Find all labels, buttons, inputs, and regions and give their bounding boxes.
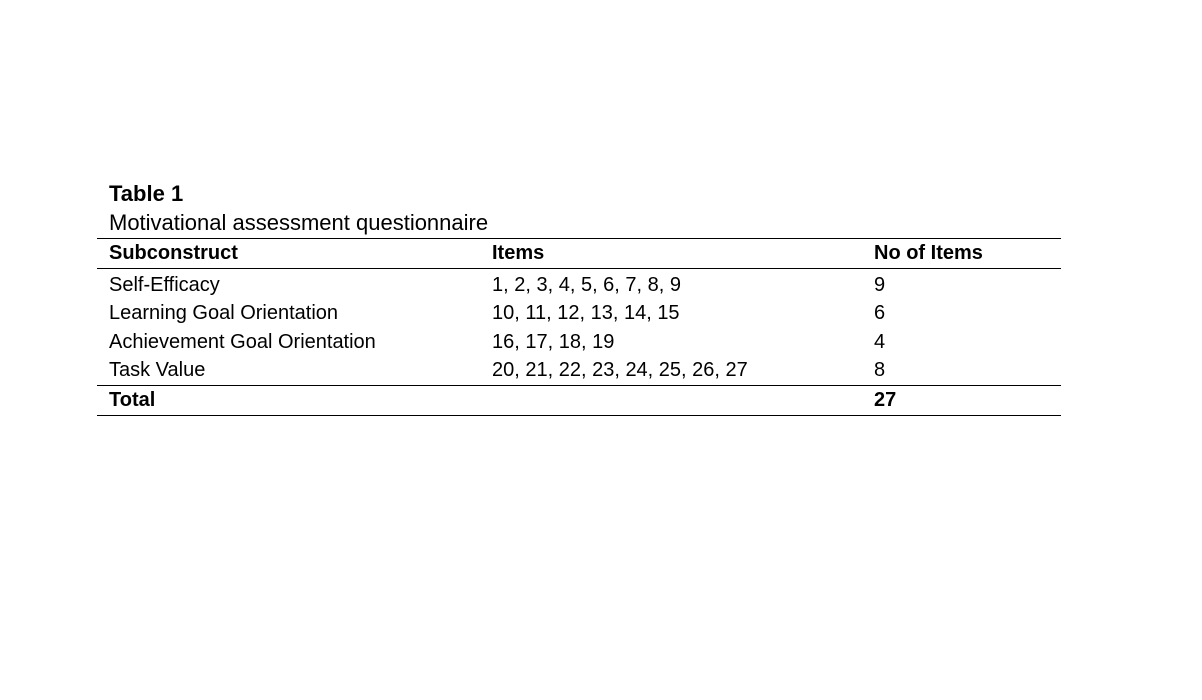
cell-count: 9: [874, 273, 886, 296]
cell-count: 4: [874, 330, 886, 353]
table-row: [97, 357, 1061, 386]
cell-items: 20, 21, 22, 23, 24, 25, 26, 27: [492, 359, 748, 382]
cell-count: 8: [874, 359, 886, 382]
header-no-of-items: No of Items: [874, 242, 983, 264]
table-total-row: [97, 386, 1061, 416]
cell-items: 16, 17, 18, 19: [492, 330, 615, 353]
table-row: [97, 328, 1061, 357]
table-label: Table 1: [109, 181, 184, 206]
table-figure: [97, 180, 1061, 416]
cell-subconstruct: Achievement Goal Orientation: [109, 330, 376, 353]
table-title: Motivational assessment questionnaire: [109, 210, 489, 235]
cell-subconstruct: Learning Goal Orientation: [109, 302, 339, 325]
table-row: [97, 300, 1061, 329]
cell-subconstruct: Self-Efficacy: [109, 273, 220, 296]
cell-items: 10, 11, 12, 13, 14, 15: [492, 302, 680, 325]
questionnaire-table: [97, 238, 1061, 416]
cell-items: 1, 2, 3, 4, 5, 6, 7, 8, 9: [492, 273, 682, 296]
header-items: Items: [492, 242, 545, 264]
cell-count: 6: [874, 302, 886, 325]
table-row: [97, 269, 1061, 300]
cell-subconstruct: Task Value: [109, 359, 206, 382]
total-items-empty: [480, 386, 862, 416]
table-header-row: [97, 239, 1061, 269]
total-count: 27: [874, 389, 897, 411]
total-label: Total: [109, 389, 156, 411]
header-subconstruct: Subconstruct: [109, 242, 238, 264]
